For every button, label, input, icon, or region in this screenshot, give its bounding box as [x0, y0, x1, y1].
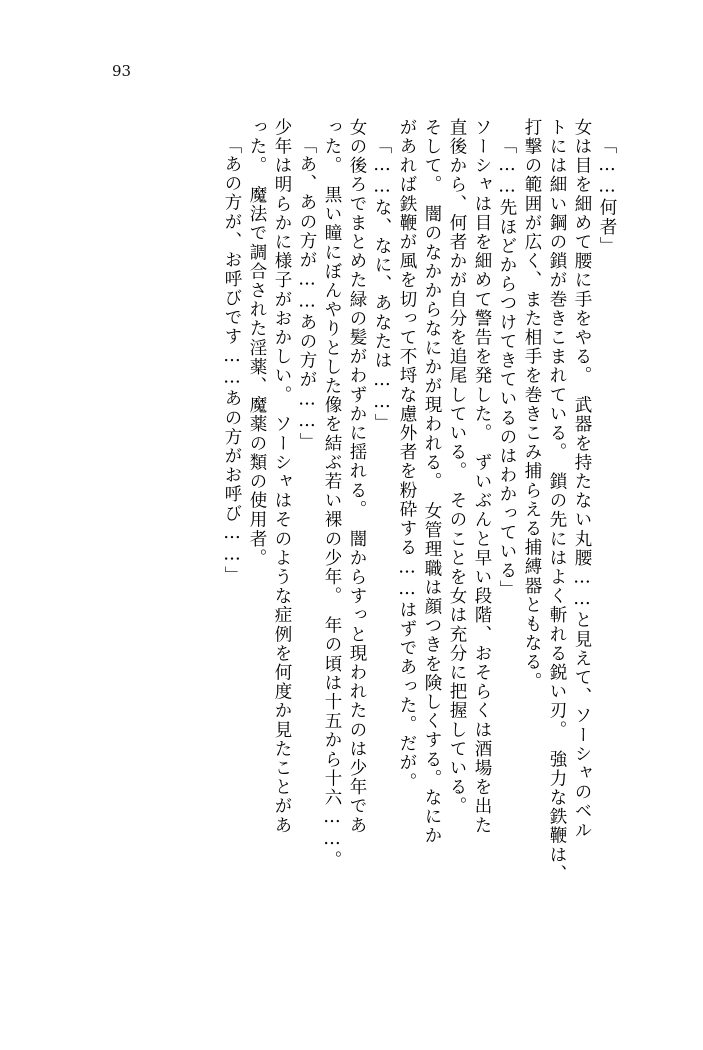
text-line: 「……先ほどからつけてきているのはわかっている」: [497, 136, 517, 600]
text-line: 「……何者」: [597, 136, 617, 256]
text-line: ソーシャは目を細めて警告を発した。 ずいぶんと早い段階、おそらくは酒場を出た: [472, 118, 492, 836]
text-line: 「あ、あの方が……あの方が……」: [297, 136, 317, 452]
page-number: 93: [112, 62, 132, 80]
text-line: 少年は明らかに様子がおかしい。 ソーシャはそのような症例を何度か見たことがあ: [272, 118, 292, 836]
text-line: トには細い鋼の鎖が巻きこまれている。 鎖の先にはよく斬れる鋭い刃。 強力な鉄鞭は、: [547, 118, 567, 884]
text-line: 「……な、なに、あなたは……」: [372, 136, 392, 433]
text-line: 女の後ろでまとめた緑の髪がわずかに揺れる。 闇からすっと現われたのは少年であ: [347, 118, 367, 836]
text-line: った。 魔法で調合された淫薬、魔薬の類の使用者。: [247, 118, 267, 568]
text-line: 「あの方が、お呼びです……あの方がお呼び……」: [222, 136, 242, 586]
text-line: があれば鉄鞭が風を切って不埒な慮外者を粉砕する……はずであった。だが。: [397, 118, 417, 792]
text-line: そして。 闇のなかからなにかが現われる。 女管理職は顔つきを険しくする。なにか: [422, 118, 442, 846]
text-line: 女は目を細めて腰に手をやる。 武器を持たない丸腰……と見えて、ソーシャのベル: [572, 118, 592, 841]
text-line: 直後から、何者かが自分を追尾している。 そのことを女は充分に把握している。: [447, 118, 467, 816]
vertical-text-block: [75, 118, 615, 908]
text-line: った。 黒い瞳にぼんやりとした像を結ぶ若い裸の少年。 年の頃は十五から十六……。: [322, 118, 342, 870]
text-line: 打撃の範囲が広く、また相手を巻きこみ捕らえる捕縛器ともなる。: [522, 118, 542, 691]
